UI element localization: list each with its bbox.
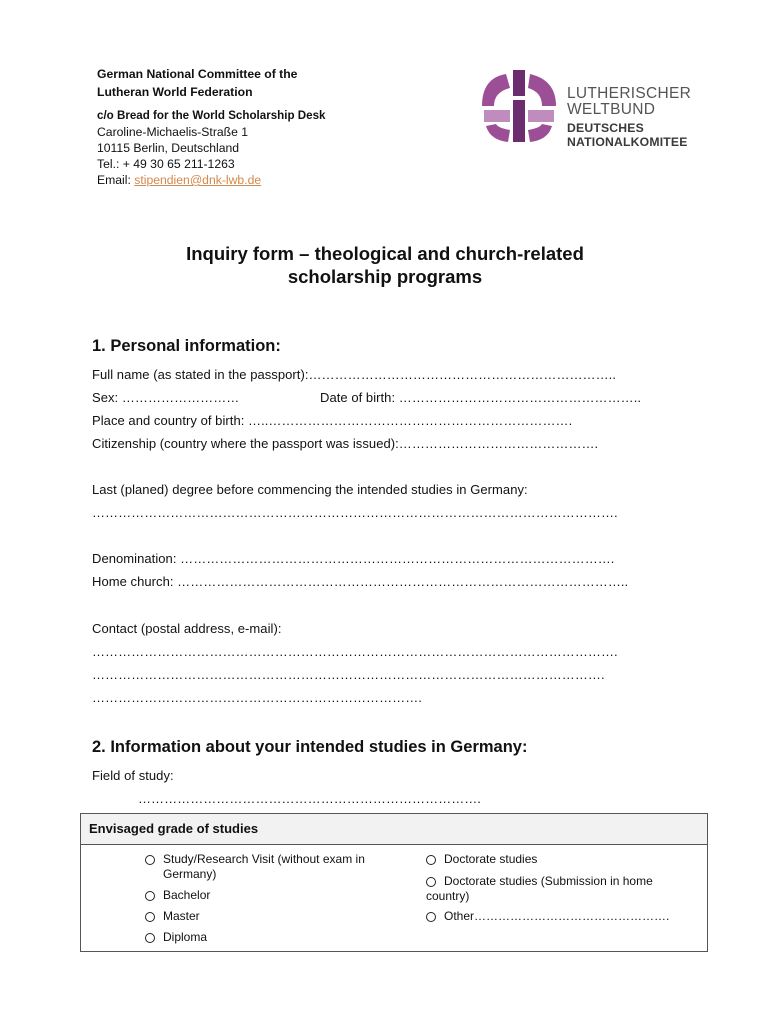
city-address: 10115 Berlin, Deutschland	[97, 141, 240, 155]
email-label: Email:	[97, 173, 135, 187]
org-name-line2: Lutheran World Federation	[97, 85, 253, 99]
contact-field-line2[interactable]: ……………………………………………………………………………………………………….	[92, 667, 605, 682]
section2-heading: 2. Information about your intended studies in Germany:	[92, 738, 528, 756]
street-address: Caroline-Michaelis-Straße 1	[97, 125, 249, 139]
field-of-study-field[interactable]: …………………………………………………………………….	[138, 791, 481, 806]
last-degree-label: Last (planed) degree before commencing the intended studies in Germany:	[92, 482, 528, 497]
logo-text-line2: WELTBUND	[567, 101, 656, 118]
form-title-line2: scholarship programs	[287, 266, 483, 287]
option-doctorate[interactable]	[426, 852, 537, 867]
option-label: Doctorate studies	[444, 852, 538, 866]
email-line	[97, 172, 261, 188]
scholarship-desk: c/o Bread for the World Scholarship Desk	[97, 109, 326, 122]
option-label: Study/Research Visit (without exam in Germany)	[163, 852, 365, 881]
logo-text-line4: NATIONALKOMITEE	[567, 135, 688, 149]
section1-heading: 1. Personal information:	[92, 337, 281, 355]
option-bachelor[interactable]	[145, 888, 210, 903]
home-church-field[interactable]: Home church: …………………………………………………………………………………………..	[92, 574, 629, 589]
option-study-research-visit[interactable]	[145, 852, 403, 882]
date-of-birth-field[interactable]: Date of birth: ………………………………………………..	[320, 390, 642, 405]
option-doctorate-home-country[interactable]	[426, 874, 681, 904]
contact-field-line3[interactable]: ………………………………………………………………….	[92, 690, 422, 705]
radio-icon[interactable]	[145, 855, 155, 865]
option-label: Doctorate studies (Submission in home country)	[426, 874, 653, 903]
citizenship-field[interactable]: Citizenship (country where the passport was issued):……………………………………….	[92, 436, 599, 451]
radio-icon[interactable]	[145, 891, 155, 901]
radio-icon[interactable]	[426, 912, 436, 922]
lwb-logo-icon	[476, 66, 562, 146]
option-diploma[interactable]	[145, 930, 207, 945]
logo-text-line3: DEUTSCHES	[567, 121, 644, 135]
option-label: Other………………………………………….	[444, 909, 670, 923]
field-of-study-label: Field of study:	[92, 768, 174, 783]
radio-icon[interactable]	[426, 877, 436, 887]
contact-field-line1[interactable]: ………………………………………………………………………………………………………….	[92, 644, 618, 659]
option-label: Bachelor	[163, 888, 211, 902]
grade-box-title: Envisaged grade of studies	[81, 814, 707, 845]
denomination-field[interactable]: Denomination: ……………………………………………………………………………………….	[92, 551, 615, 566]
radio-icon[interactable]	[426, 855, 436, 865]
option-label: Diploma	[163, 930, 208, 944]
option-label: Master	[163, 909, 200, 923]
radio-icon[interactable]	[145, 912, 155, 922]
form-title-line1: Inquiry form – theological and church-related	[186, 243, 584, 264]
last-degree-field[interactable]: ………………………………………………………………………………………………………….	[92, 505, 618, 520]
org-name-line1: German National Committee of the	[97, 67, 298, 81]
radio-icon[interactable]	[145, 933, 155, 943]
full-name-field[interactable]: Full name (as stated in the passport):……………………………………………………………..	[92, 367, 616, 382]
logo-text-line1: LUTHERISCHER	[567, 85, 692, 102]
option-master[interactable]	[145, 909, 200, 924]
sex-field[interactable]: Sex: ………………………	[92, 390, 240, 405]
email-link[interactable]: stipendien@dnk-lwb.de	[134, 173, 262, 187]
birthplace-field[interactable]: Place and country of birth: …..…………………………………………………………….	[92, 413, 573, 428]
contact-label: Contact (postal address, e-mail):	[92, 621, 282, 636]
option-other[interactable]	[426, 909, 669, 924]
telephone: Tel.: + 49 30 65 211-1263	[97, 157, 235, 171]
